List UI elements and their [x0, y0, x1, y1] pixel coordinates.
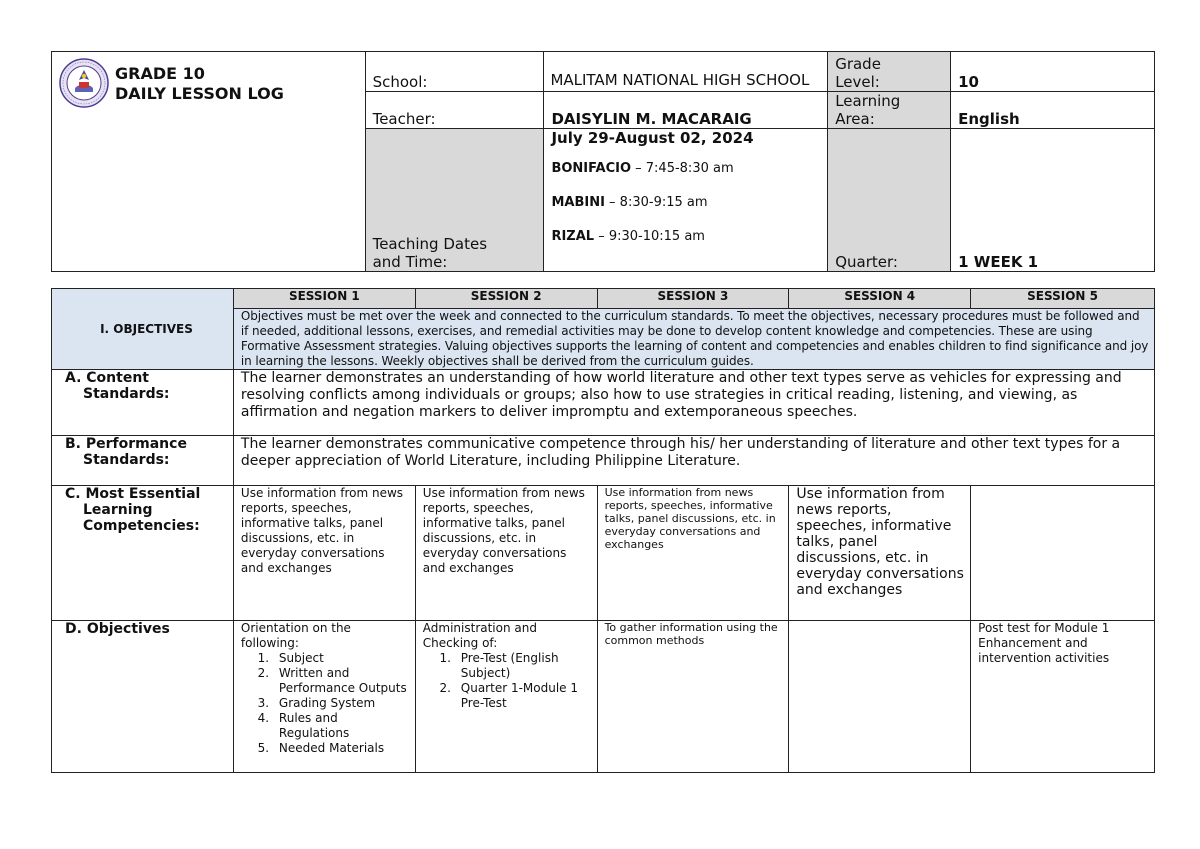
- logo-title-cell: [52, 52, 366, 272]
- objectives-description: Objectives must be met over the week and connected to the curriculum standards. To meet the objectives, necessary procedures must be followed and if needed, additional lessons, exercises, and remedial activities may be done to develop content knowledge and competencies. These are using Formative Assessment strategies. Valuing objectives supports the learning of content and competencies and enables children to find significance and joy in learning the lessons. Weekly objectives shall be derived from the curriculum guides.: [233, 309, 1154, 370]
- melc-row: [52, 486, 1155, 621]
- daily-objectives-row: [52, 621, 1155, 773]
- list-item: 2. Quarter 1-Module 1 Pre-Test: [455, 681, 593, 711]
- content-standards-row: [52, 370, 1155, 436]
- school-label: School:: [365, 52, 544, 92]
- session-4-header: SESSION 4: [789, 289, 971, 309]
- daily-objectives-session-3: To gather information using the common methods: [597, 621, 789, 773]
- quarter-label: Quarter:: [828, 129, 951, 272]
- header-table: [51, 51, 1155, 272]
- daily-objectives-session-5: Post test for Module 1 Enhancement and intervention activities: [971, 621, 1155, 773]
- orientation-list: [241, 651, 411, 756]
- deped-seal-icon: [59, 58, 109, 108]
- melc-session-4: Use information from news reports, speeches, informative talks, panel discussions, etc. in everyday conversations and exchanges: [789, 486, 971, 621]
- pretest-list: [423, 651, 593, 711]
- session-3-header: SESSION 3: [597, 289, 789, 309]
- melc-session-5: [971, 486, 1155, 621]
- session-header-row: [52, 289, 1155, 309]
- teaching-dates: July 29-August 02, 2024: [551, 129, 754, 147]
- doc-title-grade: GRADE 10: [115, 64, 205, 83]
- quarter-value: 1 WEEK 1: [951, 129, 1155, 272]
- teaching-dates-label: Teaching Dates and Time:: [365, 129, 544, 272]
- session-5-header: SESSION 5: [971, 289, 1155, 309]
- performance-standards-row: [52, 436, 1155, 486]
- melc-session-3: Use information from news reports, speeches, informative talks, panel discussions, etc. in everyday conversations and exchanges: [597, 486, 789, 621]
- teacher-label: Teacher:: [365, 92, 544, 129]
- grade-level-value: 10: [951, 52, 1155, 92]
- performance-standards-text: The learner demonstrates communicative competence through his/ her understanding of literature and other text types for a deeper appreciation of World Literature, including Philippine Literature.: [233, 436, 1154, 486]
- melc-session-1: Use information from news reports, speeches, informative talks, panel discussions, etc. in everyday conversations and exchanges: [233, 486, 415, 621]
- melc-label: C. Most Essential Learning Competencies:: [52, 486, 234, 621]
- schedule-mabini: MABINI – 8:30-9:15 am: [551, 195, 708, 210]
- objectives-section-title: I. OBJECTIVES: [52, 289, 234, 370]
- doc-title-dll: DAILY LESSON LOG: [115, 84, 284, 103]
- learning-area-label: Learning Area:: [828, 92, 951, 129]
- list-item: 5. Needed Materials: [273, 741, 411, 756]
- grade-level-label: Grade Level:: [828, 52, 951, 92]
- list-item: 4. Rules and Regulations: [273, 711, 411, 741]
- content-standards-text: The learner demonstrates an understanding of how world literature and other text types serve as vehicles for expressing and resolving conflicts among individuals or groups; also how to use strategies in critical reading, listening, and viewing, as affirmation and negation markers to deliver impromptu and extemporaneous speeches.: [233, 370, 1154, 436]
- teacher-value: DAISYLIN M. MACARAIG: [544, 92, 828, 129]
- daily-objectives-session-1: Orientation on the following: 1. Subject 2. Written and Performance Outputs 3. Grading System 4. Rules and Regulations 5. Needed Materials: [233, 621, 415, 773]
- content-standards-label: A. Content Standards:: [52, 370, 234, 436]
- schedule-bonifacio: BONIFACIO – 7:45-8:30 am: [551, 161, 734, 176]
- performance-standards-label: B. Performance Standards:: [52, 436, 234, 486]
- daily-objectives-session-2: Administration and Checking of: 1. Pre-Test (English Subject) 2. Quarter 1-Module 1 Pre-Test: [415, 621, 597, 773]
- list-item: 1. Subject: [273, 651, 411, 666]
- list-item: 3. Grading System: [273, 696, 411, 711]
- schedule-rizal: RIZAL – 9:30-10:15 am: [551, 229, 705, 244]
- list-item: 1. Pre-Test (English Subject): [455, 651, 593, 681]
- melc-session-2: Use information from news reports, speeches, informative talks, panel discussions, etc. in everyday conversations and exchanges: [415, 486, 597, 621]
- school-value: MALITAM NATIONAL HIGH SCHOOL: [544, 52, 828, 92]
- daily-objectives-label: D. Objectives: [52, 621, 234, 773]
- session-2-header: SESSION 2: [415, 289, 597, 309]
- lesson-log-table: [51, 288, 1155, 773]
- session-1-header: SESSION 1: [233, 289, 415, 309]
- teaching-dates-value: [544, 129, 828, 272]
- daily-objectives-session-4: [789, 621, 971, 773]
- learning-area-value: English: [951, 92, 1155, 129]
- list-item: 2. Written and Performance Outputs: [273, 666, 411, 696]
